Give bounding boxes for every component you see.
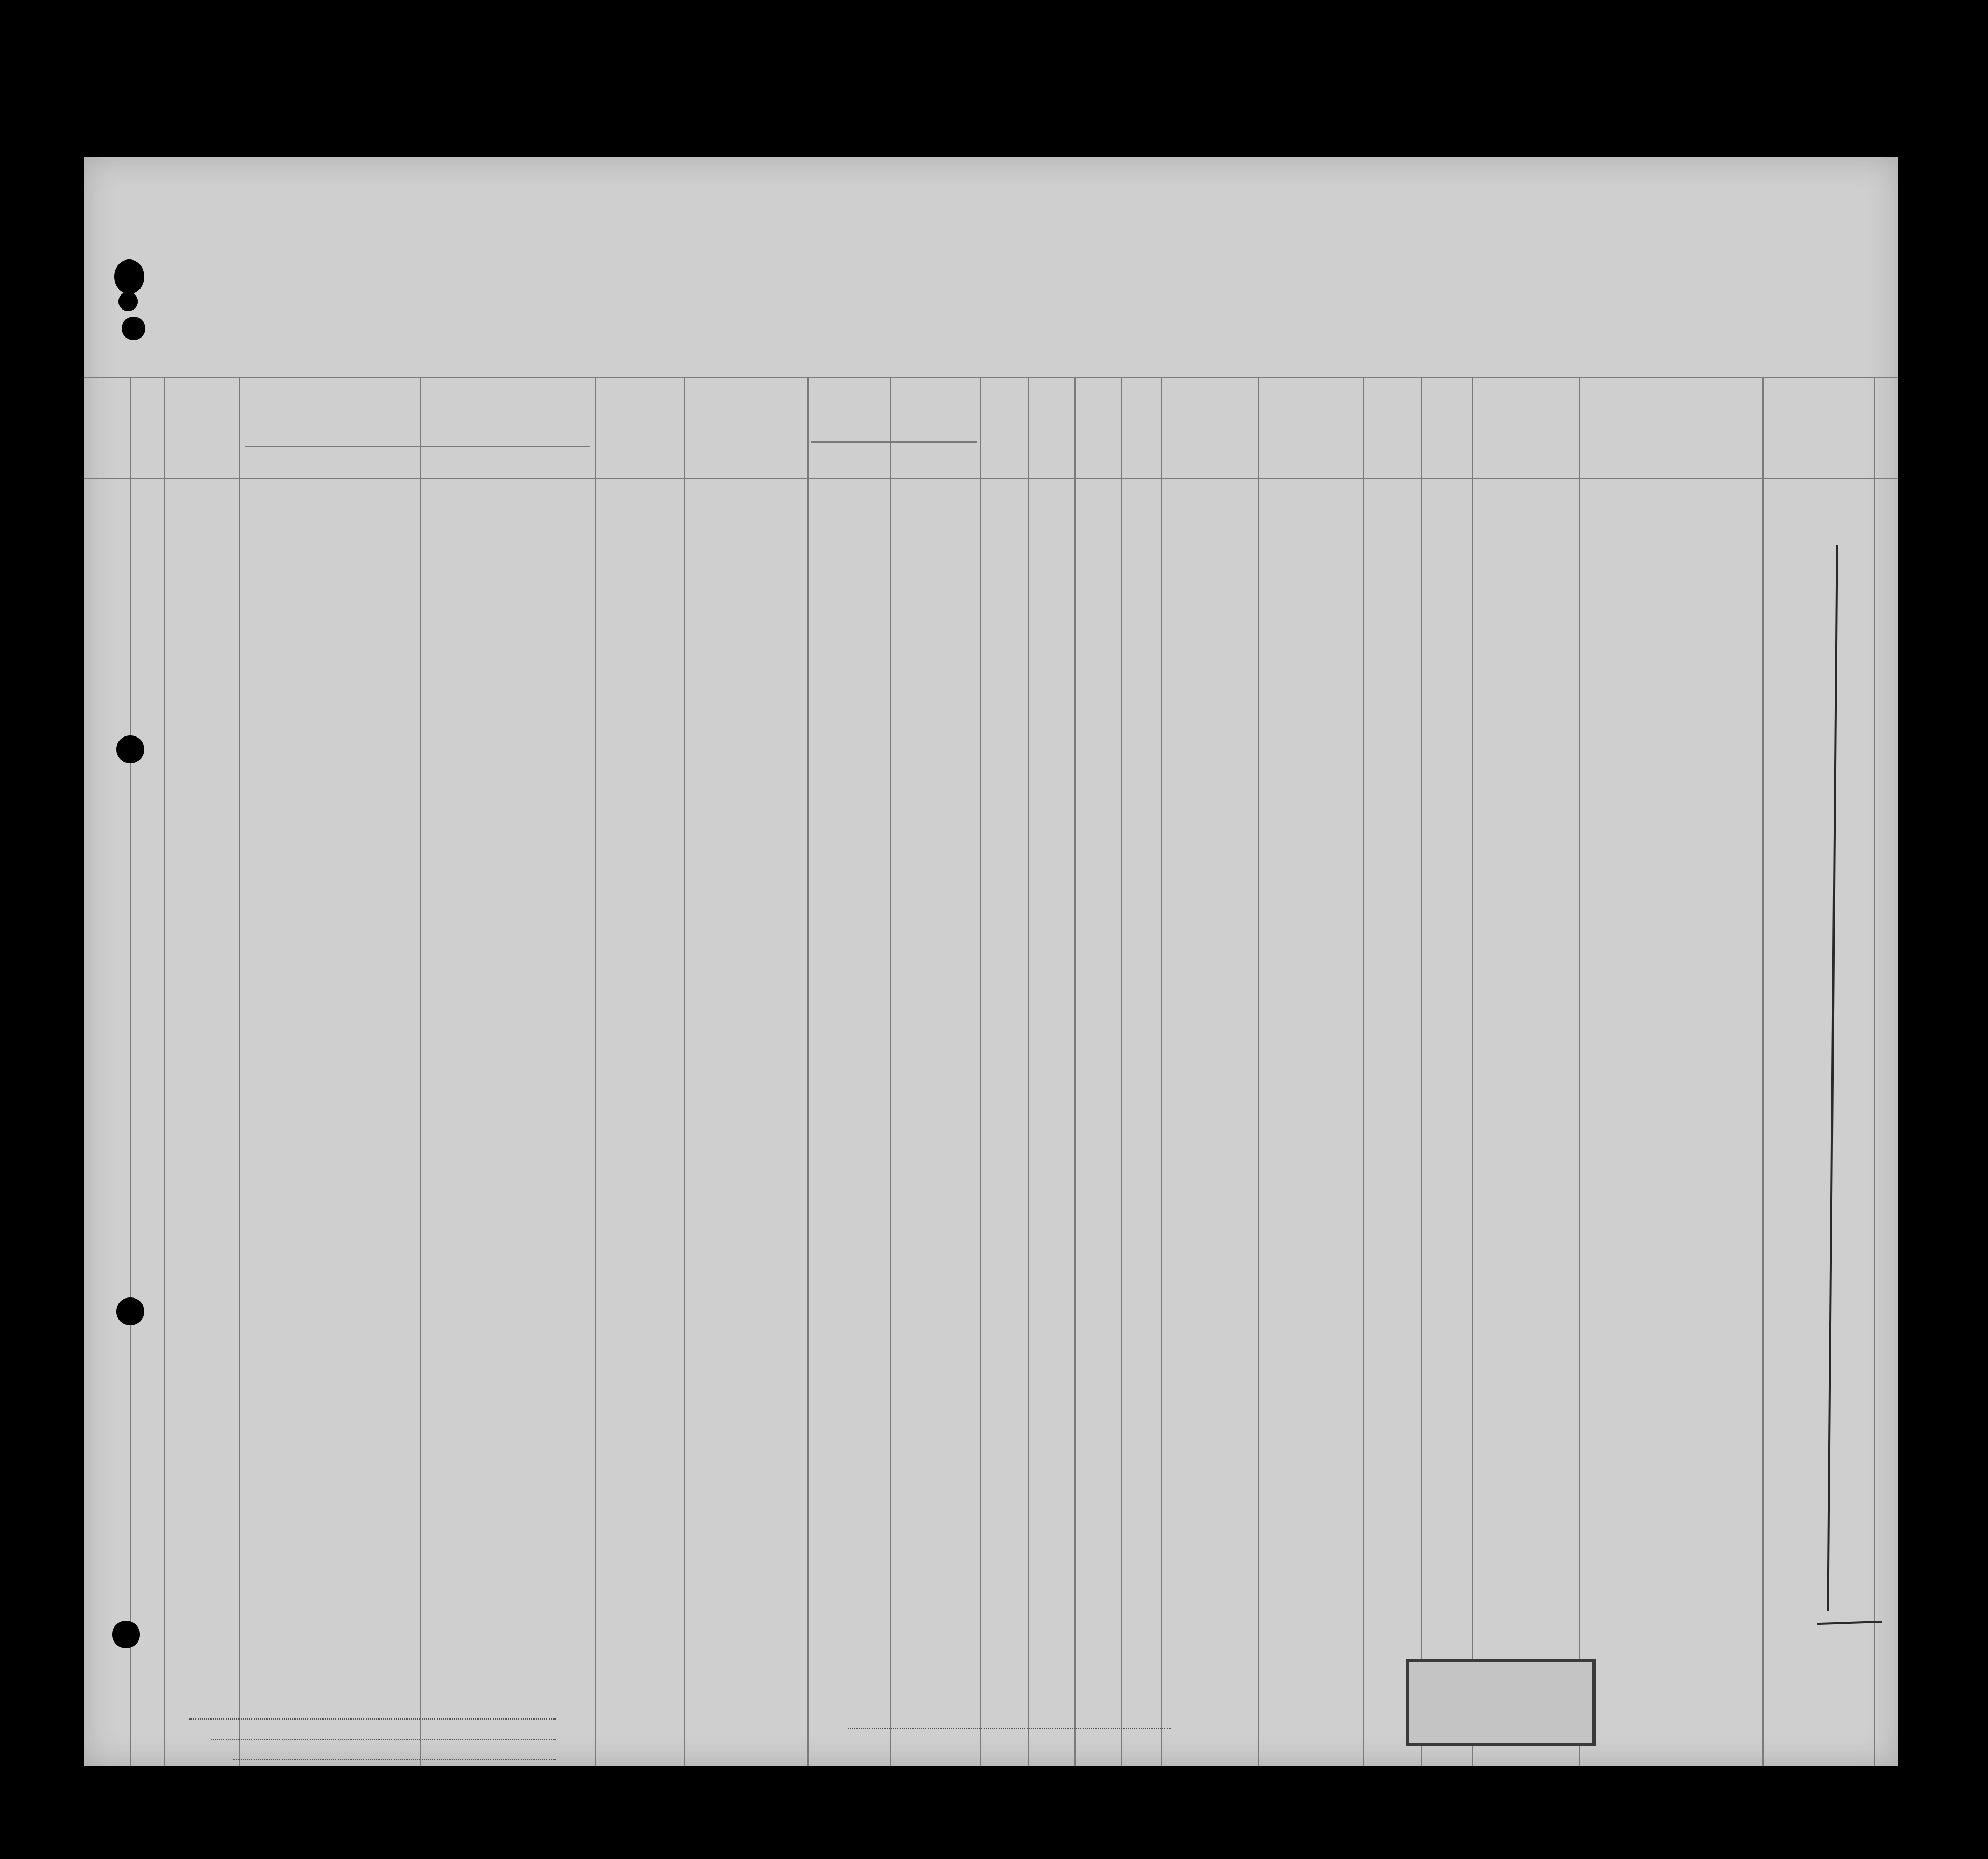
col-divider (1472, 377, 1473, 1766)
col-divider (1074, 377, 1076, 1766)
col-divider (1363, 377, 1364, 1766)
col-divider (807, 377, 809, 1766)
punch-hole (116, 735, 144, 763)
punch-hole (112, 1621, 140, 1648)
col-divider (980, 377, 981, 1766)
col-divider (164, 377, 165, 1766)
col-divider (1161, 377, 1162, 1766)
ink-blot (118, 292, 138, 311)
col-divider (1121, 377, 1122, 1766)
col-divider (420, 377, 421, 1766)
marine-office-stamp (1406, 1659, 1596, 1746)
footer-agents-rule (233, 1759, 556, 1761)
col-divider (239, 377, 240, 1766)
header-top-rule (84, 377, 1898, 378)
handwritten-bracket-foot (1817, 1621, 1882, 1625)
col-divider (1028, 377, 1029, 1766)
shipped-subrule (811, 441, 977, 443)
manifest-sheet (84, 157, 1898, 1766)
ink-blot (114, 259, 144, 294)
punch-hole (122, 317, 145, 340)
shipped-subdivider (890, 441, 891, 478)
col-divider (1762, 377, 1764, 1766)
col-divider (595, 377, 596, 1766)
inspector-rule (848, 1728, 1171, 1730)
handwritten-bracket-line (1827, 545, 1838, 1611)
col-divider (1258, 377, 1259, 1766)
col-divider (1874, 377, 1875, 1766)
col-divider (1421, 377, 1422, 1766)
name-subdivider (420, 446, 421, 478)
col-divider (1579, 377, 1580, 1766)
footer-owners-rule (211, 1739, 556, 1741)
punch-hole (116, 1297, 144, 1325)
col-divider (684, 377, 685, 1766)
col-divider (890, 377, 891, 1766)
col-divider (130, 377, 131, 1766)
header-bottom-rule (84, 478, 1898, 479)
name-subrule (245, 446, 590, 447)
footer-line-rule (189, 1718, 556, 1720)
